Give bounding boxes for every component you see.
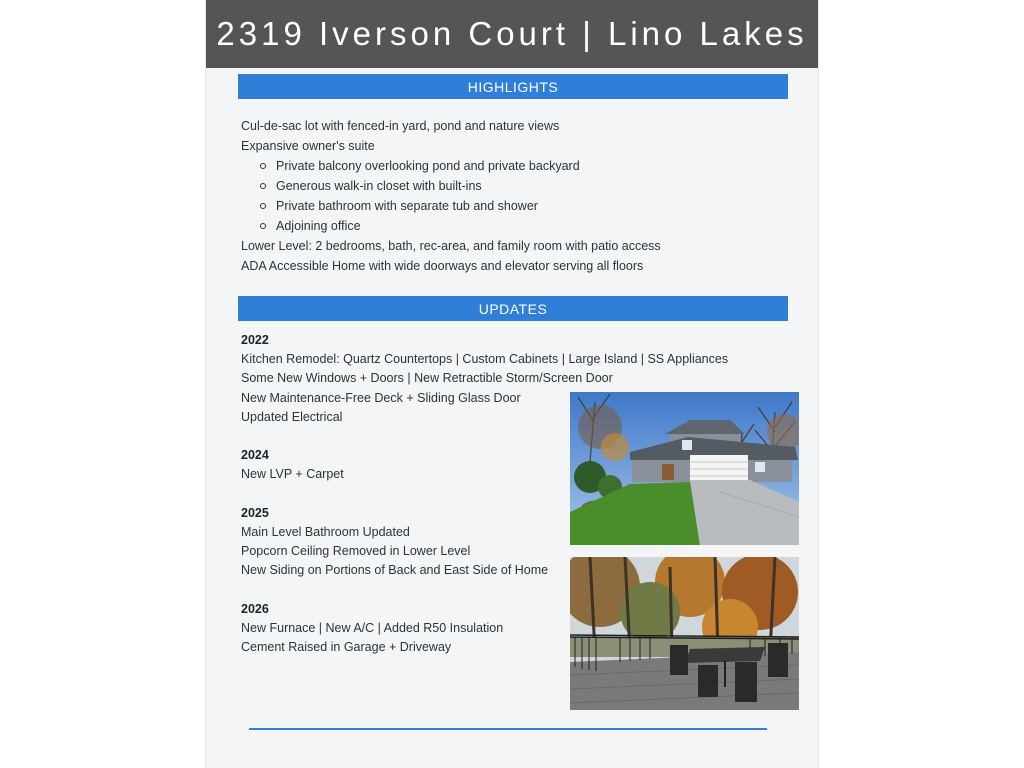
deck-patio-photo — [570, 557, 799, 710]
highlight-subitem — [241, 176, 661, 196]
header-band — [206, 0, 818, 68]
update-item: New Maintenance-Free Deck + Sliding Glass Door — [241, 390, 521, 405]
highlights-heading-bar — [238, 74, 788, 99]
highlight-subitem — [241, 216, 661, 236]
update-item: Main Level Bathroom Updated — [241, 524, 410, 539]
update-item: Popcorn Ceiling Removed in Lower Level — [241, 544, 471, 559]
highlight-subitem-text: Adjoining office — [276, 219, 361, 233]
circle-bullet-icon — [260, 183, 266, 189]
circle-bullet-icon — [260, 203, 266, 209]
highlight-subitem — [241, 156, 661, 176]
update-year: 2022 — [241, 333, 269, 347]
updates-heading-bar — [238, 296, 788, 321]
property-title: 2319 Iverson Court | Lino Lakes — [216, 15, 808, 52]
highlight-item: Cul-de-sac lot with fenced-in yard, pond and nature views — [241, 119, 560, 133]
update-item: Kitchen Remodel: Quartz Countertops | Custom Cabinets | Large Island | SS Appliances — [241, 352, 729, 367]
update-item: New Furnace | New A/C | Added R50 Insulation — [241, 620, 504, 635]
updates-heading: UPDATES — [478, 300, 548, 317]
highlights-heading: HIGHLIGHTS — [467, 78, 559, 95]
flyer-page — [205, 0, 819, 768]
highlight-subitem-text: Private balcony overlooking pond and private backyard — [276, 159, 580, 173]
update-item: New Siding on Portions of Back and East Side of Home — [241, 563, 549, 578]
update-item: New LVP + Carpet — [241, 467, 344, 482]
highlights-list — [241, 116, 661, 276]
update-year: 2025 — [241, 505, 269, 520]
update-item: Updated Electrical — [241, 409, 343, 424]
update-year: 2024 — [241, 448, 269, 463]
house-exterior-photo — [570, 392, 799, 545]
highlight-item: Expansive owner's suite — [241, 139, 375, 153]
highlight-subitem — [241, 196, 661, 216]
highlight-item: Lower Level: 2 bedrooms, bath, rec-area, and family room with patio access — [241, 239, 661, 253]
circle-bullet-icon — [260, 223, 266, 229]
update-item: Some New Windows + Doors | New Retractible Storm/Screen Door — [241, 371, 613, 386]
circle-bullet-icon — [260, 163, 266, 169]
footer-divider — [249, 728, 767, 730]
highlight-subitem-text: Private bathroom with separate tub and shower — [276, 199, 538, 213]
update-year: 2026 — [241, 601, 269, 616]
update-item: Cement Raised in Garage + Driveway — [241, 640, 452, 654]
highlight-item: ADA Accessible Home with wide doorways and elevator serving all floors — [241, 259, 644, 273]
highlight-subitem-text: Generous walk-in closet with built-ins — [276, 179, 482, 193]
